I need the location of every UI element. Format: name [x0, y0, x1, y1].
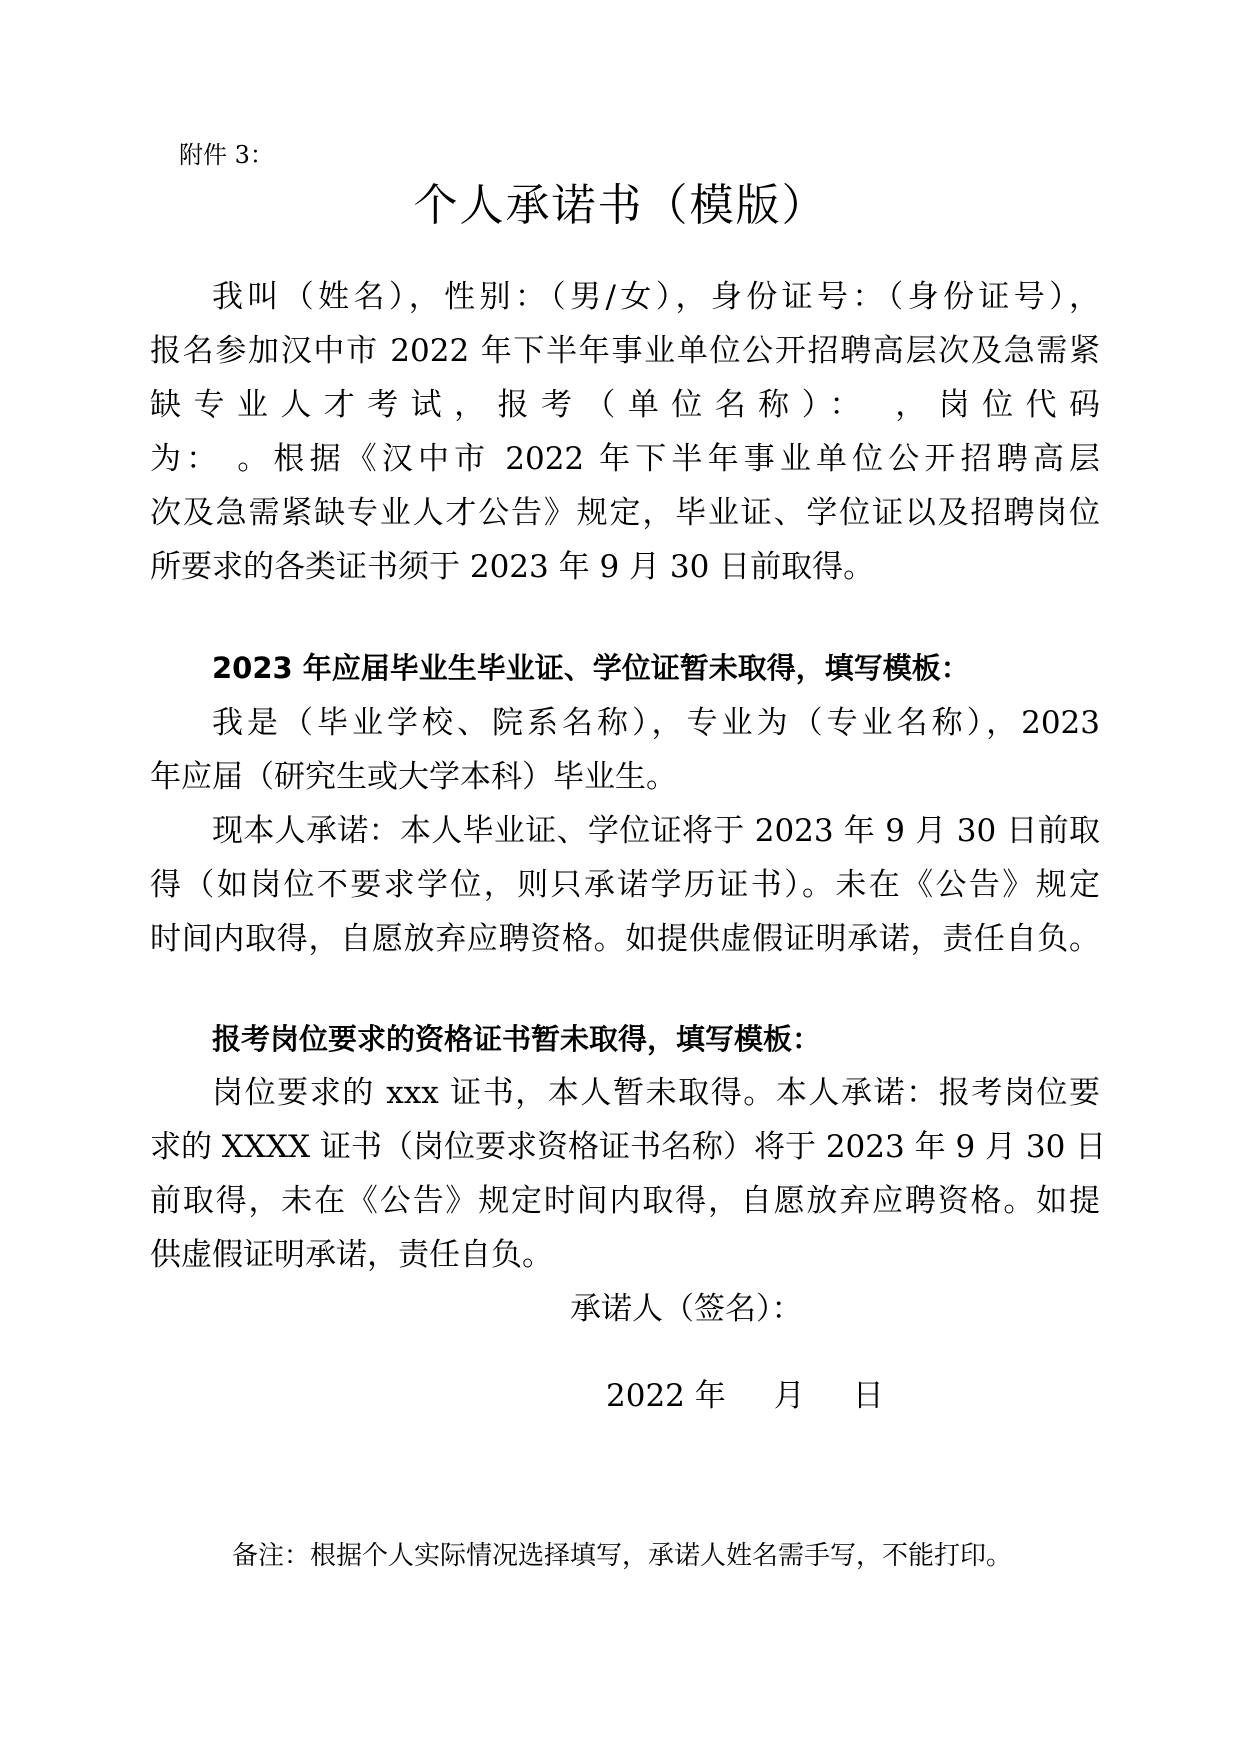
- paragraph1-line: 所要求的各类证书须于 2023 年 9 月 30 日前取得。: [150, 549, 875, 585]
- signature-day: 日: [852, 1378, 884, 1414]
- section2-line: 岗位要求的 xxx 证书，本人暂未取得。本人承诺：报考岗位要: [212, 1075, 1100, 1111]
- paragraph1-line: 次及急需紧缺专业人才公告》规定，毕业证、学位证以及招聘岗位: [150, 495, 1100, 531]
- footnote: 备注：根据个人实际情况选择填写，承诺人姓名需手写，不能打印。: [232, 1541, 1013, 1571]
- section2-heading: 报考岗位要求的资格证书暂未取得，填写模板：: [212, 1022, 822, 1056]
- section1-line: 我是（毕业学校、院系名称），专业为（专业名称），2023: [212, 705, 1100, 741]
- section2-line: 前取得，未在《公告》规定时间内取得，自愿放弃应聘资格。如提: [150, 1183, 1100, 1219]
- section1-line: 年应届（研究生或大学本科）毕业生。: [150, 759, 677, 795]
- paragraph1-line: 缺专业人才考试，报考（单位名称）： ，岗位代码: [150, 387, 1100, 423]
- signature-month: 月: [773, 1378, 805, 1414]
- signature-year: 2022 年: [606, 1378, 726, 1414]
- section2-line: 求的 XXXX 证书（岗位要求资格证书名称）将于 2023 年 9 月 30 日: [150, 1129, 1107, 1165]
- signature-date: [606, 1376, 884, 1416]
- section1-line: 时间内取得，自愿放弃应聘资格。如提供虚假证明承诺，责任自负。: [150, 921, 1100, 957]
- section1-heading: 2023 年应届毕业生毕业证、学位证暂未取得，填写模板：: [212, 651, 970, 685]
- paragraph1-line: 报名参加汉中市 2022 年下半年事业单位公开招聘高层次及急需紧: [150, 333, 1100, 369]
- section1-line: 现本人承诺：本人毕业证、学位证将于 2023 年 9 月 30 日前取: [212, 813, 1100, 849]
- page-title: 个人承诺书（模版）: [413, 180, 828, 231]
- paragraph1-line: 我叫（姓名），性别：（男/女），身份证号：（身份证号），: [212, 279, 1100, 315]
- section1-line: 得（如岗位不要求学位，则只承诺学历证书）。未在《公告》规定: [150, 867, 1100, 903]
- signature-label: 承诺人（签名）：: [570, 1291, 803, 1327]
- section2-line: 供虚假证明承诺，责任自负。: [150, 1237, 553, 1273]
- paragraph1-line: 为： 。根据《汉中市 2022 年下半年事业单位公开招聘高层: [150, 441, 1100, 477]
- attachment-label: 附件 3：: [179, 141, 274, 169]
